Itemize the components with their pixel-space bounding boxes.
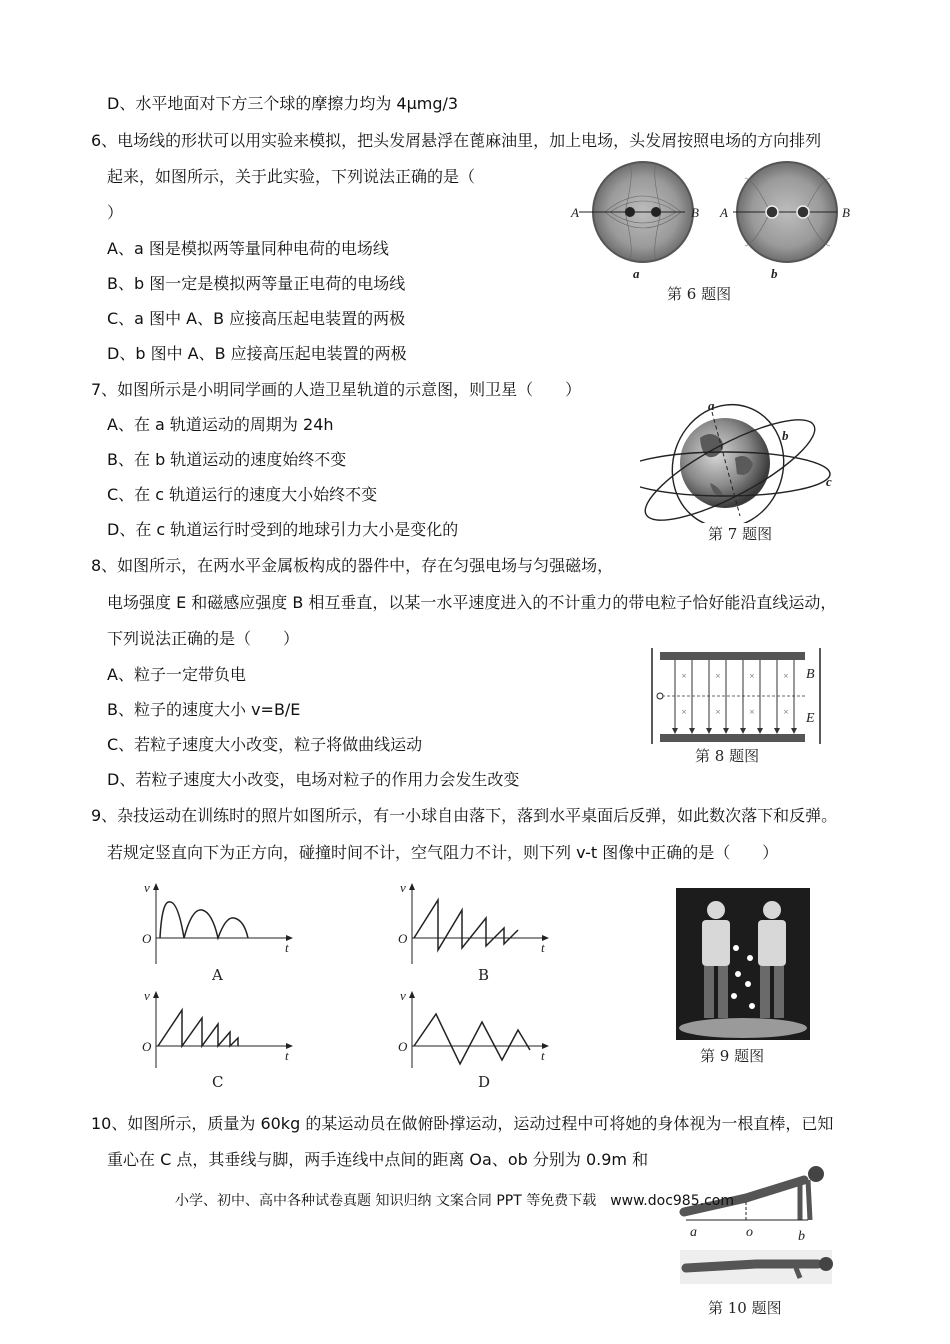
q6-option-c: C、a 图中 A、B 应接高压起电装置的两极: [107, 309, 406, 328]
q8-figure: [650, 648, 830, 744]
q9b-origin: O: [398, 931, 408, 946]
q6-label-A1: A: [571, 205, 579, 220]
q6-stem-line3: ）: [107, 203, 124, 222]
footer-note: 小学、初中、高中各种试卷真题 知识归纳 文案合同 PPT 等免费下载 www.doc985.com: [175, 1193, 734, 1209]
q9a-origin: O: [142, 931, 152, 946]
q6-charge-a1: [625, 207, 635, 217]
q8-stem-line1: 8、如图所示，在两水平金属板构成的器件中，存在匀强电场与匀强磁场，: [91, 556, 614, 575]
q9-label-d: D: [478, 1073, 491, 1091]
q6-caption: 第 6 题图: [667, 285, 732, 303]
q6-charge-b2: [797, 206, 809, 218]
q9c-axis-v: v: [144, 988, 150, 1003]
q9-caption: 第 9 题图: [700, 1047, 765, 1065]
svg-text:×: ×: [715, 708, 721, 716]
svg-text:×: ×: [749, 672, 755, 680]
q9-label-a: A: [212, 966, 223, 984]
q7-option-d: D、在 c 轨道运行时受到的地球引力大小是变化的: [107, 520, 459, 539]
q7-label-c: c: [826, 474, 832, 489]
q6-option-a: A、a 图是模拟两等量同种电荷的电场线: [107, 239, 389, 258]
svg-text:×: ×: [681, 672, 687, 680]
q8-particle: [657, 693, 663, 699]
q10-label-a: a: [690, 1225, 697, 1240]
q6-label-b: b: [771, 266, 778, 281]
q9-graph-d: [396, 988, 556, 1074]
q6-label-B2: B: [842, 205, 850, 220]
q8-stem-line3: 下列说法正确的是（ ）: [107, 629, 300, 648]
q9-label-b: B: [478, 966, 490, 984]
q7-caption: 第 7 题图: [708, 525, 773, 543]
q8-stem-line2: 电场强度 E 和磁感应强度 B 相互垂直，以某一水平速度进入的不计重力的带电粒子恰好能沿直线运动，: [107, 593, 837, 612]
q9-graph-b: [396, 880, 556, 970]
q10-figure: [676, 1160, 836, 1300]
q10-label-o: o: [746, 1225, 753, 1240]
q6-label-B1: B: [691, 205, 699, 220]
q8-option-b: B、粒子的速度大小 v=B/E: [107, 700, 301, 719]
q9c-axis-t: t: [285, 1048, 289, 1063]
q8-option-a: A、粒子一定带负电: [107, 665, 246, 684]
q8-option-d: D、若粒子速度大小改变，电场对粒子的作用力会发生改变: [107, 770, 520, 789]
svg-text:×: ×: [715, 672, 721, 680]
q10-stem-line2: 重心在 C 点，其垂线与脚，两手连线中点间的距离 Oa、ob 分别为 0.9m 和: [107, 1150, 649, 1169]
q7-option-c: C、在 c 轨道运行的速度大小始终不变: [107, 485, 378, 504]
q8-top-plate: [660, 652, 805, 660]
q9d-origin: O: [398, 1039, 408, 1054]
q8-caption: 第 8 题图: [695, 747, 760, 765]
q9a-axis-v: v: [144, 880, 150, 895]
q9d-axis-t: t: [541, 1048, 545, 1063]
q9a-axis-t: t: [285, 940, 289, 955]
q6-option-b: B、b 图一定是模拟两等量正电荷的电场线: [107, 274, 406, 293]
q9-stem-line2: 若规定竖直向下为正方向，碰撞时间不计，空气阻力不计，则下列 v-t 图像中正确的是（ ）: [107, 843, 779, 862]
q6-stem-line2: 起来，如图所示，关于此实验，下列说法正确的是（: [107, 167, 476, 186]
q9-label-c: C: [212, 1073, 224, 1091]
q9-graph-a: [140, 880, 300, 970]
q6-label-a: a: [633, 266, 640, 281]
q10-label-b: b: [798, 1229, 805, 1244]
q9b-axis-t: t: [541, 940, 545, 955]
svg-text:×: ×: [783, 708, 789, 716]
q6-charge-a2: [651, 207, 661, 217]
q5-option-d: D、水平地面对下方三个球的摩擦力均为 4μmg/3: [107, 94, 459, 113]
svg-text:×: ×: [681, 708, 687, 716]
q6-charge-b1: [766, 206, 778, 218]
q9c-origin: O: [142, 1039, 152, 1054]
q9d-axis-v: v: [400, 988, 406, 1003]
q9-photo: [676, 888, 810, 1040]
q7-label-b: b: [782, 428, 789, 443]
q6-label-A2: A: [720, 205, 728, 220]
svg-text:×: ×: [749, 708, 755, 716]
q7-figure: [640, 398, 850, 523]
q6-stem-line1: 6、电场线的形状可以用实验来模拟，把头发屑悬浮在蓖麻油里，加上电场，头发屑按照电场的方向排列: [91, 131, 822, 150]
q7-option-b: B、在 b 轨道运动的速度始终不变: [107, 450, 347, 469]
q6-option-d: D、b 图中 A、B 应接高压起电装置的两极: [107, 344, 407, 363]
q8-option-c: C、若粒子速度大小改变，粒子将做曲线运动: [107, 735, 423, 754]
q9b-axis-v: v: [400, 880, 406, 895]
q8-label-E: E: [806, 711, 815, 726]
svg-text:×: ×: [783, 672, 789, 680]
q10-caption: 第 10 题图: [708, 1299, 782, 1317]
q10-stem-line1: 10、如图所示，质量为 60kg 的某运动员在做俯卧撑运动，运动过程中可将她的身体视为一根直棒，已知: [91, 1114, 834, 1133]
q7-stem: 7、如图所示是小明同学画的人造卫星轨道的示意图，则卫星（ ）: [91, 380, 582, 399]
q7-label-a: a: [708, 398, 715, 413]
q8-label-B: B: [806, 667, 815, 682]
q9-graph-c: [140, 988, 300, 1074]
q7-option-a: A、在 a 轨道运动的周期为 24h: [107, 415, 334, 434]
q9-stem-line1: 9、杂技运动在训练时的照片如图所示，有一小球自由落下，落到水平桌面后反弹，如此数次落下和反弹。: [91, 806, 838, 825]
q8-bottom-plate: [660, 734, 805, 742]
